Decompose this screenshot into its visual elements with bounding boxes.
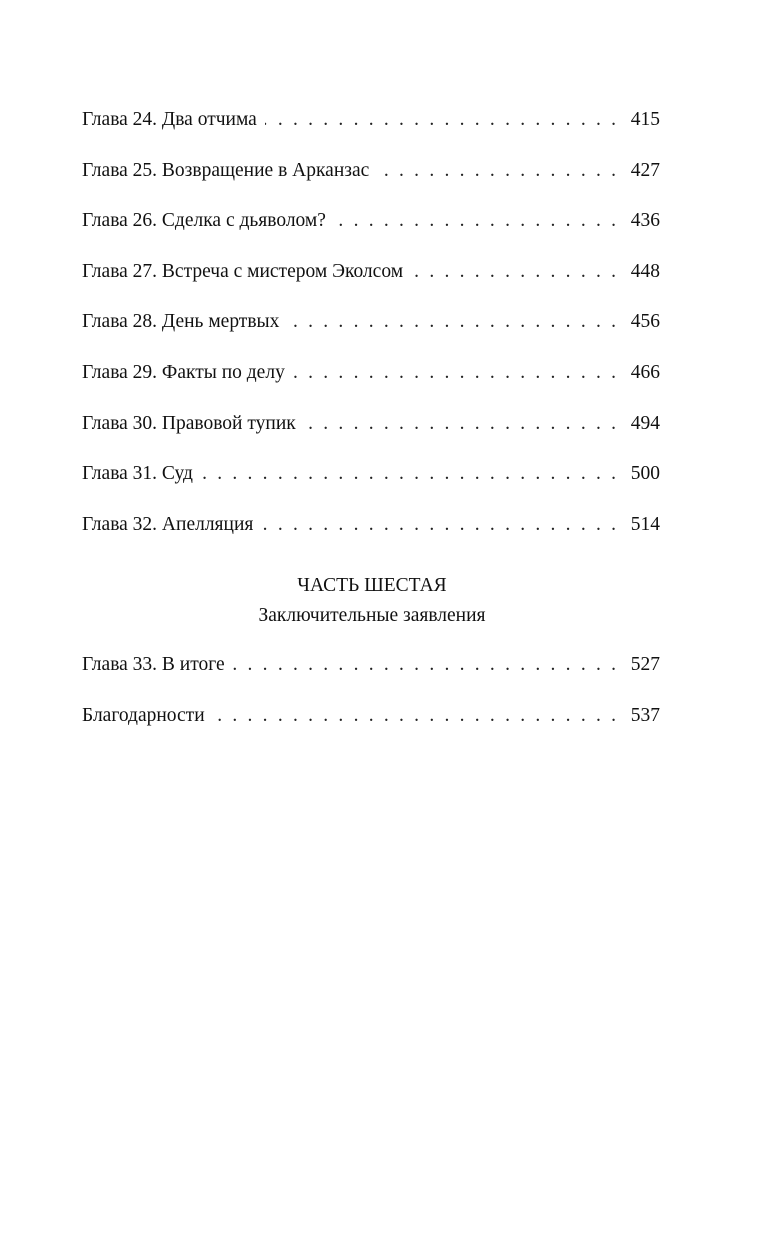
toc-entry-chapter-31 [82, 462, 660, 513]
toc-entry-page: 466 [630, 361, 660, 383]
toc-entry-page: 500 [630, 463, 660, 485]
toc-entry-title: Глава 33. В итоге [82, 654, 225, 675]
toc-entry-title: Глава 24. Два отчима [82, 109, 257, 130]
toc-entry-chapter-32 [82, 513, 660, 564]
table-of-contents [82, 108, 660, 563]
dot-leader [287, 310, 616, 334]
part-title: ЧАСТЬ ШЕСТАЯ [297, 575, 447, 596]
part-subtitle: Заключительные заявления [258, 605, 486, 626]
toc-entry-page: 494 [630, 412, 660, 434]
dot-leader [334, 209, 616, 233]
dot-leader [233, 653, 616, 677]
toc-entry-page: 415 [630, 109, 660, 130]
toc-entry-title: Глава 25. Возвращение в Арканзас [82, 159, 370, 181]
toc-entry-title: Глава 28. День мертвых [82, 311, 280, 333]
toc-entry-chapter-29 [82, 361, 660, 412]
dot-leader [411, 260, 616, 284]
dot-leader [293, 361, 616, 385]
toc-entry-chapter-33 [82, 653, 660, 704]
toc-entry-title: Глава 31. Суд [82, 463, 193, 485]
toc-entry-title: Глава 27. Встреча с мистером Эколсом [82, 260, 404, 282]
dot-leader [265, 108, 616, 132]
toc-entry-chapter-26 [82, 209, 660, 260]
toc-entry-acknowledgements [82, 704, 660, 755]
toc-entry-chapter-25 [82, 159, 660, 210]
dot-leader [377, 159, 616, 183]
dot-leader [201, 462, 616, 486]
toc-entry-page: 448 [630, 260, 660, 282]
toc-entry-title: Глава 32. Апелляция [82, 513, 254, 535]
toc-entry-title: Благодарности [82, 704, 205, 726]
toc-entry-title: Глава 26. Сделка с дьяволом? [82, 210, 326, 232]
dot-leader [304, 412, 616, 436]
toc-entry-chapter-28 [82, 310, 660, 361]
toc-entry-title: Глава 29. Факты по делу [82, 361, 285, 383]
toc-entry-chapter-30 [82, 412, 660, 463]
toc-entry-page: 456 [630, 311, 660, 333]
toc-entry-page: 514 [630, 513, 660, 535]
toc-entry-page: 436 [630, 210, 660, 232]
toc-entry-chapter-24 [82, 108, 660, 159]
toc-entry-page: 427 [630, 159, 660, 181]
table-of-contents-part-six [82, 653, 660, 754]
dot-leader [261, 513, 616, 537]
dot-leader [213, 704, 616, 728]
toc-entry-page: 537 [630, 704, 660, 726]
toc-entry-page: 527 [630, 654, 660, 675]
toc-entry-chapter-27 [82, 260, 660, 311]
toc-entry-title: Глава 30. Правовой тупик [82, 412, 296, 434]
